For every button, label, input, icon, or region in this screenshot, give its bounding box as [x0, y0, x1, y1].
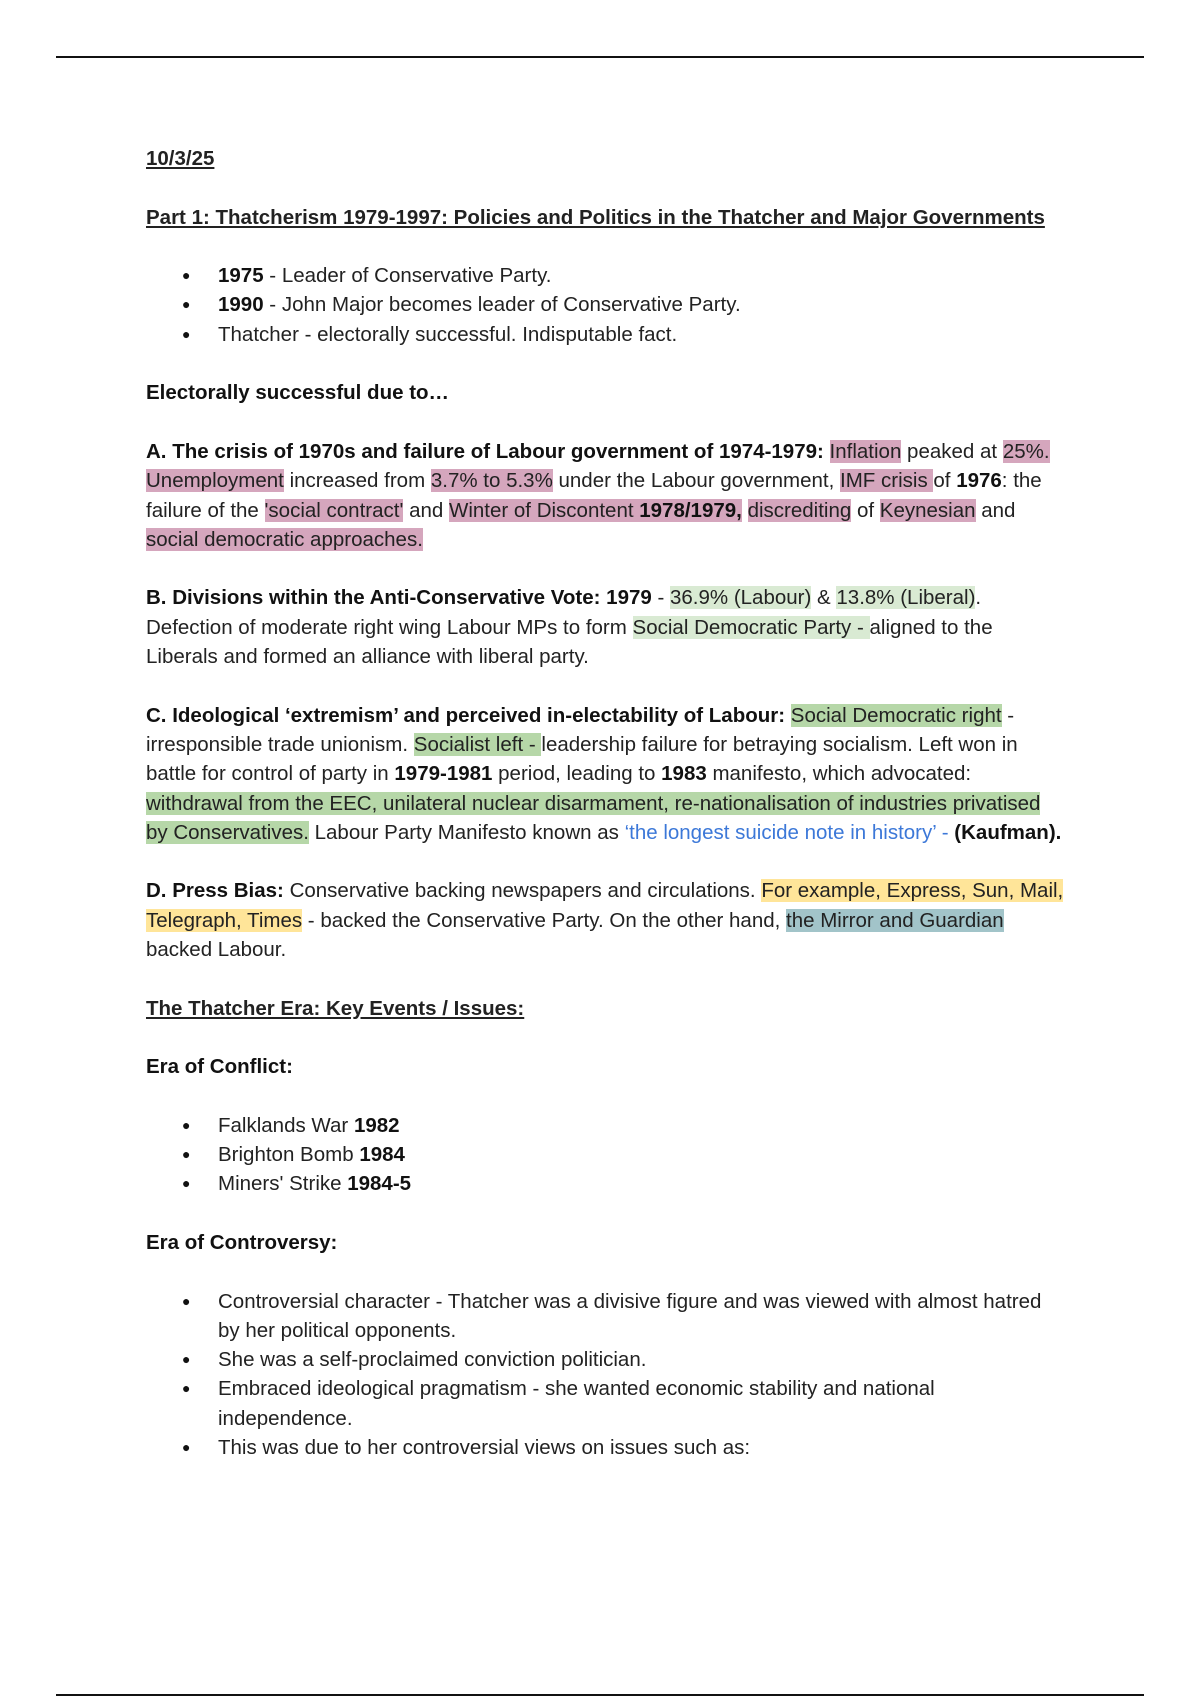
paragraph-c: C. Ideological ‘extremism’ and perceived in-electability of Labour: Social Democratic right - irresponsible trade unionism. Socialist left - leadership failure for betraying socialism. Left won in battle for control of party in 1979-1981 period, leading to 1983 manifesto, which advocated: withdrawal from the EEC, unilateral nuclear disarmament, re-nationalisation of industries privatised by Conservatives. Labour Party Manifesto known as ‘the longest suicide note in history’ - (Kaufman).: [146, 703, 1062, 844]
list-item: ● Miners' Strike 1984-5: [146, 1169, 1066, 1198]
list-item: ● Embraced ideological pragmatism - she wanted economic stability and national independence.: [146, 1374, 1066, 1433]
era-heading: The Thatcher Era: Key Events / Issues:: [146, 996, 525, 1020]
intro-bullet-list: [146, 261, 1066, 349]
list-item: ● This was due to her controversial views on issues such as:: [146, 1433, 1066, 1462]
list-item: ● 1990 - John Major becomes leader of Conservative Party.: [146, 290, 1066, 319]
list-item: ● Thatcher - electorally successful. Indisputable fact.: [146, 320, 1066, 349]
kaufman-quote: ‘the longest suicide note in history’ -: [624, 820, 955, 844]
conflict-heading: Era of Conflict:: [146, 1055, 293, 1079]
date-heading: 10/3/25: [146, 147, 215, 170]
page-bottom-rule: [56, 1694, 1144, 1696]
list-item: ● Controversial character - Thatcher was a divisive figure and was viewed with almost hatred by her political opponents.: [146, 1287, 1066, 1346]
list-item: ● She was a self-proclaimed conviction politician.: [146, 1345, 1066, 1374]
paragraph-a: A. The crisis of 1970s and failure of Labour government of 1974-1979: Inflation peaked at 25%. Unemployment increased from 3.7% to 5.3% under the Labour government, IMF crisis of 1976: the failure of the 'social contract' and Winter of Discontent 1978/1979, discrediting of Keynesian and social democratic approaches.: [146, 439, 1050, 551]
list-item: ● Falklands War 1982: [146, 1111, 1066, 1140]
success-heading: Electorally successful due to…: [146, 381, 450, 405]
document-page: [146, 144, 1066, 1462]
paragraph-d: D. Press Bias: Conservative backing newspapers and circulations. For example, Express, Sun, Mail, Telegraph, Times - backed the Conservative Party. On the other hand, the Mirror and Guardian backed Labour.: [146, 879, 1064, 962]
controversy-heading: Era of Controversy:: [146, 1230, 338, 1254]
list-item: ● 1975 - Leader of Conservative Party.: [146, 261, 1066, 290]
page-top-rule: [56, 56, 1144, 58]
conflict-list: [146, 1111, 1066, 1199]
part-title: Part 1: Thatcherism 1979-1997: Policies and Politics in the Thatcher and Major Governments: [146, 205, 1045, 229]
paragraph-b: B. Divisions within the Anti-Conservative Vote: 1979 - 36.9% (Labour) & 13.8% (Liberal). Defection of moderate right wing Labour MPs to form Social Democratic Party - aligned to the Liberals and formed an alliance with liberal party.: [146, 586, 993, 669]
controversy-list: [146, 1287, 1066, 1463]
list-item: ● Brighton Bomb 1984: [146, 1140, 1066, 1169]
